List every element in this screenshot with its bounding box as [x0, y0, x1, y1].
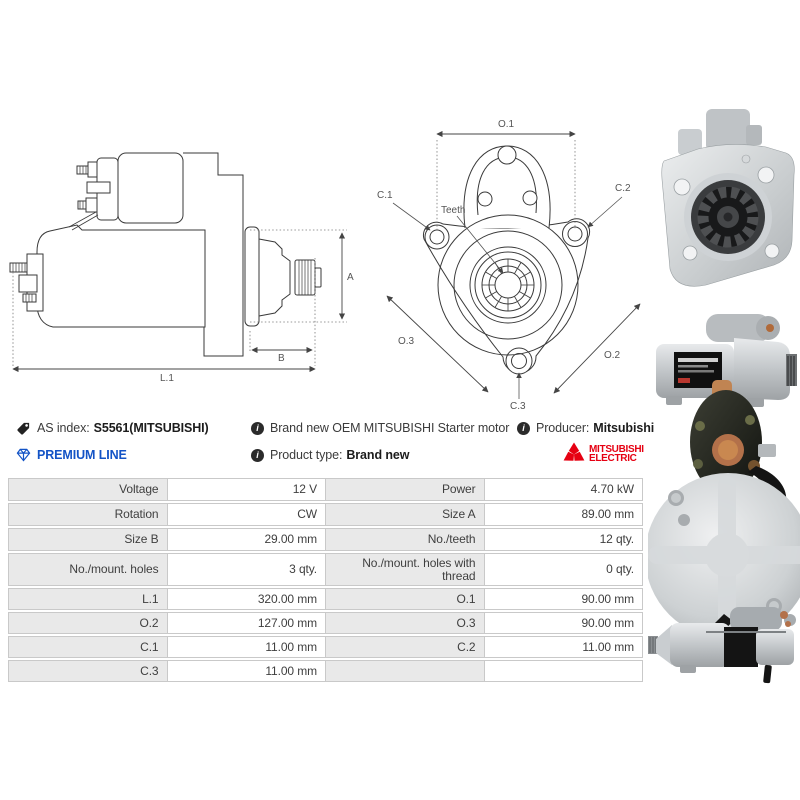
- dim-label-c2: C.2: [615, 183, 631, 194]
- spec-label: O.3: [325, 612, 485, 634]
- description-row: [251, 420, 509, 436]
- product-type-label: Product type:: [270, 448, 343, 462]
- mitsubishi-three-diamond-icon: [562, 441, 586, 467]
- table-row: [8, 503, 646, 526]
- mitsubishi-electric-logo: [562, 441, 644, 467]
- dim-label-b: B: [278, 353, 285, 364]
- dim-label-c1: C.1: [377, 190, 393, 201]
- info-icon: i: [251, 449, 264, 462]
- product-type-row: [251, 447, 409, 463]
- brand-logo-text: [589, 445, 644, 463]
- tag-icon: [16, 421, 31, 436]
- dim-label-o1: O.1: [497, 119, 515, 130]
- photo-front-view: [648, 103, 800, 301]
- brand-logo-line2: ELECTRIC: [589, 453, 637, 464]
- spec-value: 4.70 kW: [484, 478, 644, 501]
- table-row: [8, 660, 646, 682]
- table-row: [8, 478, 646, 501]
- spec-value: 11.00 mm: [167, 636, 327, 658]
- photo-side-view-bottom: [646, 603, 800, 687]
- table-row: [8, 588, 646, 610]
- premium-line-row: [16, 447, 127, 463]
- spec-value: 12 qty.: [484, 528, 644, 551]
- spec-value: 12 V: [167, 478, 327, 501]
- spec-value: 89.00 mm: [484, 503, 644, 526]
- spec-label: Size A: [325, 503, 485, 526]
- spec-label: L.1: [8, 588, 168, 610]
- info-icon: i: [251, 422, 264, 435]
- brand-logo-line1: MITSUBISHI: [589, 444, 644, 455]
- premium-line-label: PREMIUM LINE: [37, 448, 127, 462]
- spec-label: Power: [325, 478, 485, 501]
- spec-value: 127.00 mm: [167, 612, 327, 634]
- spec-label: C.2: [325, 636, 485, 658]
- spec-label: No./mount. holes with thread: [325, 553, 485, 586]
- spec-label: O.1: [325, 588, 485, 610]
- description-text: Brand new OEM MITSUBISHI Starter motor: [270, 421, 510, 435]
- as-index-label: AS index:: [37, 421, 90, 435]
- spec-label: O.2: [8, 612, 168, 634]
- producer-value: Mitsubishi: [593, 421, 655, 435]
- spec-value: 90.00 mm: [484, 612, 644, 634]
- dim-label-a: A: [347, 272, 354, 283]
- table-row: [8, 636, 646, 658]
- spec-value: 11.00 mm: [484, 636, 644, 658]
- spec-label: C.3: [8, 660, 168, 682]
- dim-label-l1: L.1: [160, 373, 174, 384]
- spec-label: Rotation: [8, 503, 168, 526]
- side-view-drawing: [0, 140, 356, 392]
- dim-label-o2: O.2: [604, 350, 621, 361]
- spec-value: 320.00 mm: [167, 588, 327, 610]
- dim-line-o2: [554, 304, 640, 393]
- spec-label: [325, 660, 485, 682]
- spec-value: CW: [167, 503, 327, 526]
- spec-value: 0 qty.: [484, 553, 644, 586]
- spec-value: 3 qty.: [167, 553, 327, 586]
- spec-label: No./mount. holes: [8, 553, 168, 586]
- spec-label: Size B: [8, 528, 168, 551]
- spec-label: C.1: [8, 636, 168, 658]
- spec-label: Voltage: [8, 478, 168, 501]
- producer-row: [517, 420, 654, 436]
- drive-housing: [259, 239, 290, 316]
- premium-diamond-icon: [16, 448, 31, 462]
- dim-label-o3: O.3: [398, 336, 415, 347]
- as-index-row: [16, 420, 209, 436]
- spec-label: No./teeth: [325, 528, 485, 551]
- spec-value: 11.00 mm: [167, 660, 327, 682]
- spec-value: 29.00 mm: [167, 528, 327, 551]
- table-row: [8, 612, 646, 634]
- info-icon: i: [517, 422, 530, 435]
- spec-value: [484, 660, 644, 682]
- spec-table: [8, 478, 646, 684]
- as-index-value: S5561(MITSUBISHI): [93, 421, 209, 435]
- product-type-value: Brand new: [346, 448, 410, 462]
- producer-label: Producer:: [536, 421, 590, 435]
- solenoid: [118, 153, 183, 223]
- front-view-drawing: [370, 100, 660, 415]
- table-row: [8, 528, 646, 551]
- table-row: [8, 553, 646, 586]
- teeth-label: Teeth: [441, 205, 466, 216]
- dim-label-c3: C.3: [510, 401, 526, 412]
- motor-body: [37, 225, 205, 327]
- spec-value: 90.00 mm: [484, 588, 644, 610]
